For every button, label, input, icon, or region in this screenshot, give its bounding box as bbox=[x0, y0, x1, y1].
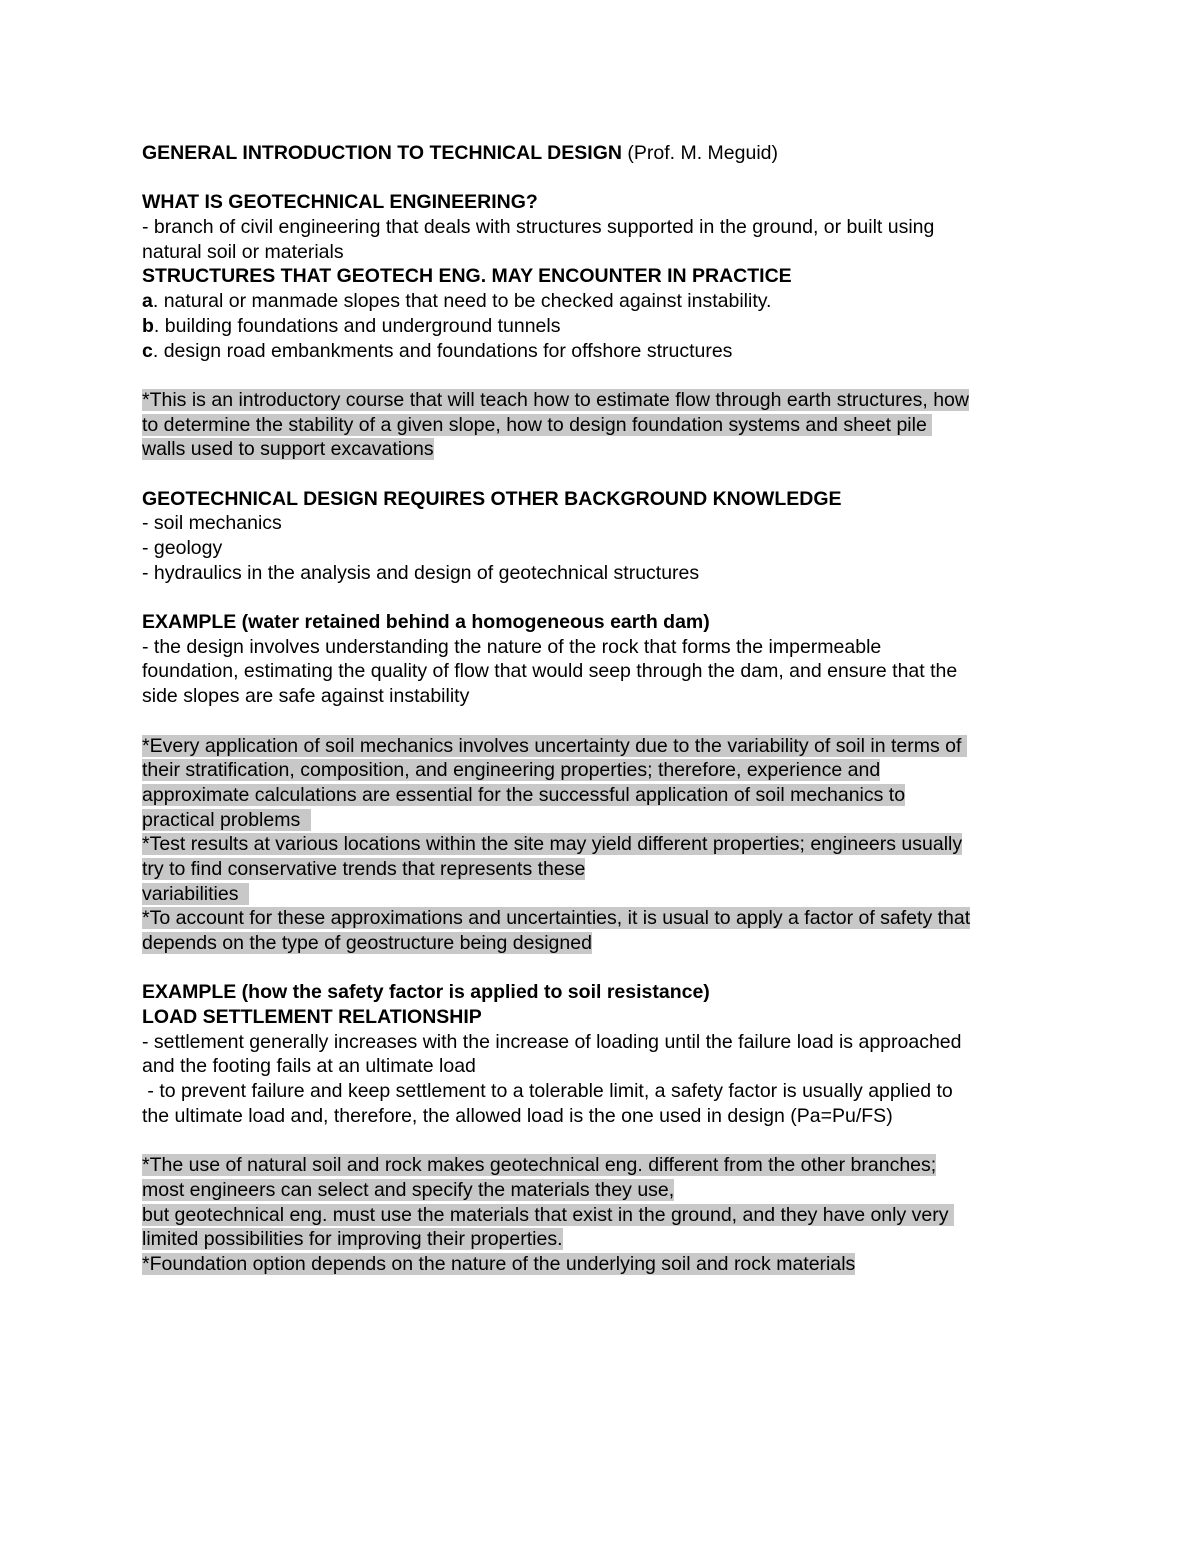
document-page bbox=[142, 141, 1072, 1277]
list-item bbox=[142, 339, 1072, 364]
highlight-text: practical problems bbox=[142, 808, 312, 831]
list-item-letter: b bbox=[142, 314, 154, 337]
list-item-letter: c bbox=[142, 339, 153, 362]
document-title bbox=[142, 141, 1072, 166]
section-heading: GEOTECHNICAL DESIGN REQUIRES OTHER BACKGROUND KNOWLEDGE bbox=[142, 487, 842, 510]
highlight-text: their stratification, composition, and engineering properties; therefore, experience and bbox=[142, 759, 881, 782]
list-item bbox=[142, 314, 1072, 339]
text-line: and the footing fails at an ultimate load bbox=[142, 1055, 476, 1078]
highlight-text: most engineers can select and specify the materials they use, bbox=[142, 1178, 675, 1201]
highlighted-note-line bbox=[142, 808, 1072, 833]
text-line: - the design involves understanding the nature of the rock that forms the impermeable bbox=[142, 635, 882, 658]
highlight-text: variabilities bbox=[142, 882, 250, 905]
highlighted-note-line bbox=[142, 783, 1072, 808]
highlighted-note-line bbox=[142, 857, 1072, 882]
list-item-text: . building foundations and underground tunnels bbox=[153, 314, 561, 337]
highlighted-note-line bbox=[142, 1203, 1072, 1228]
highlighted-note-line bbox=[142, 413, 1072, 438]
highlight-text: *This is an introductory course that will teach how to estimate flow through earth structures, how bbox=[142, 388, 969, 411]
spacer bbox=[142, 585, 1072, 610]
text-line: foundation, estimating the quality of flow that would seep through the dam, and ensure that the bbox=[142, 660, 958, 683]
text-line: side slopes are safe against instability bbox=[142, 685, 470, 708]
text-line: - to prevent failure and keep settlement to a tolerable limit, a safety factor is usually applied to bbox=[142, 1080, 953, 1103]
highlighted-note-line bbox=[142, 734, 1072, 759]
text-line: - hydraulics in the analysis and design of geotechnical structures bbox=[142, 561, 700, 584]
highlight-text: try to find conservative trends that represents these bbox=[142, 857, 586, 880]
highlighted-note-line bbox=[142, 1153, 1072, 1178]
highlight-text: limited possibilities for improving their properties. bbox=[142, 1228, 563, 1251]
list-item-text: . design road embankments and foundations for offshore structures bbox=[152, 339, 733, 362]
highlight-text: approximate calculations are essential for the successful application of soil mechanics to bbox=[142, 783, 906, 806]
section-heading: WHAT IS GEOTECHNICAL ENGINEERING? bbox=[142, 191, 538, 214]
highlight-text: *Test results at various locations within the site may yield different properties; engineers usually bbox=[142, 833, 963, 856]
text-line: - settlement generally increases with the increase of loading until the failure load is approached bbox=[142, 1030, 962, 1053]
highlight-text: walls used to support excavations bbox=[142, 438, 434, 461]
text-line: - soil mechanics bbox=[142, 512, 282, 535]
highlight-text: to determine the stability of a given slope, how to design foundation systems and sheet pile bbox=[142, 413, 933, 436]
highlight-text: but geotechnical eng. must use the materials that exist in the ground, and they have only very bbox=[142, 1203, 954, 1226]
list-item-letter: a bbox=[142, 290, 153, 313]
highlighted-note-line bbox=[142, 882, 1072, 907]
section-heading: STRUCTURES THAT GEOTECH ENG. MAY ENCOUNTER IN PRACTICE bbox=[142, 265, 792, 288]
section-heading: EXAMPLE (water retained behind a homogeneous earth dam) bbox=[142, 611, 710, 634]
text-line: natural soil or materials bbox=[142, 240, 344, 263]
text-line: - geology bbox=[142, 537, 223, 559]
text-line: - branch of civil engineering that deals with structures supported in the ground, or built using bbox=[142, 216, 935, 239]
spacer bbox=[142, 166, 1072, 191]
spacer bbox=[142, 363, 1072, 388]
list-item-text: . natural or manmade slopes that need to be checked against instability. bbox=[152, 290, 772, 313]
highlighted-note-line bbox=[142, 832, 1072, 857]
spacer bbox=[142, 462, 1072, 487]
section-subheading: LOAD SETTLEMENT RELATIONSHIP bbox=[142, 1006, 482, 1029]
spacer bbox=[142, 956, 1072, 981]
highlighted-note-line bbox=[142, 388, 1072, 413]
highlighted-note-line bbox=[142, 1178, 1072, 1203]
text-line: the ultimate load and, therefore, the allowed load is the one used in design (Pa=Pu/FS) bbox=[142, 1104, 893, 1127]
title-author: (Prof. M. Meguid) bbox=[621, 142, 778, 164]
highlight-text: *The use of natural soil and rock makes geotechnical eng. different from the other branches; bbox=[142, 1154, 937, 1177]
section-heading: EXAMPLE (how the safety factor is applied to soil resistance) bbox=[142, 981, 710, 1004]
title-bold: GENERAL INTRODUCTION TO TECHNICAL DESIGN bbox=[142, 142, 622, 164]
highlighted-note-line bbox=[142, 906, 1072, 931]
highlighted-note-line bbox=[142, 1252, 1072, 1277]
list-item bbox=[142, 289, 1072, 314]
highlight-text: depends on the type of geostructure being designed bbox=[142, 932, 592, 954]
highlight-text: *Foundation option depends on the nature of the underlying soil and rock materials bbox=[142, 1252, 856, 1275]
highlighted-note-line bbox=[142, 1227, 1072, 1252]
spacer bbox=[142, 1129, 1072, 1154]
highlighted-note-line bbox=[142, 758, 1072, 783]
spacer bbox=[142, 709, 1072, 734]
highlighted-note-line bbox=[142, 437, 1072, 462]
highlighted-note-line bbox=[142, 931, 1072, 956]
highlight-text: *To account for these approximations and uncertainties, it is usual to apply a factor of safety that bbox=[142, 907, 971, 930]
highlight-text: *Every application of soil mechanics involves uncertainty due to the variability of soil in terms of bbox=[142, 734, 967, 757]
